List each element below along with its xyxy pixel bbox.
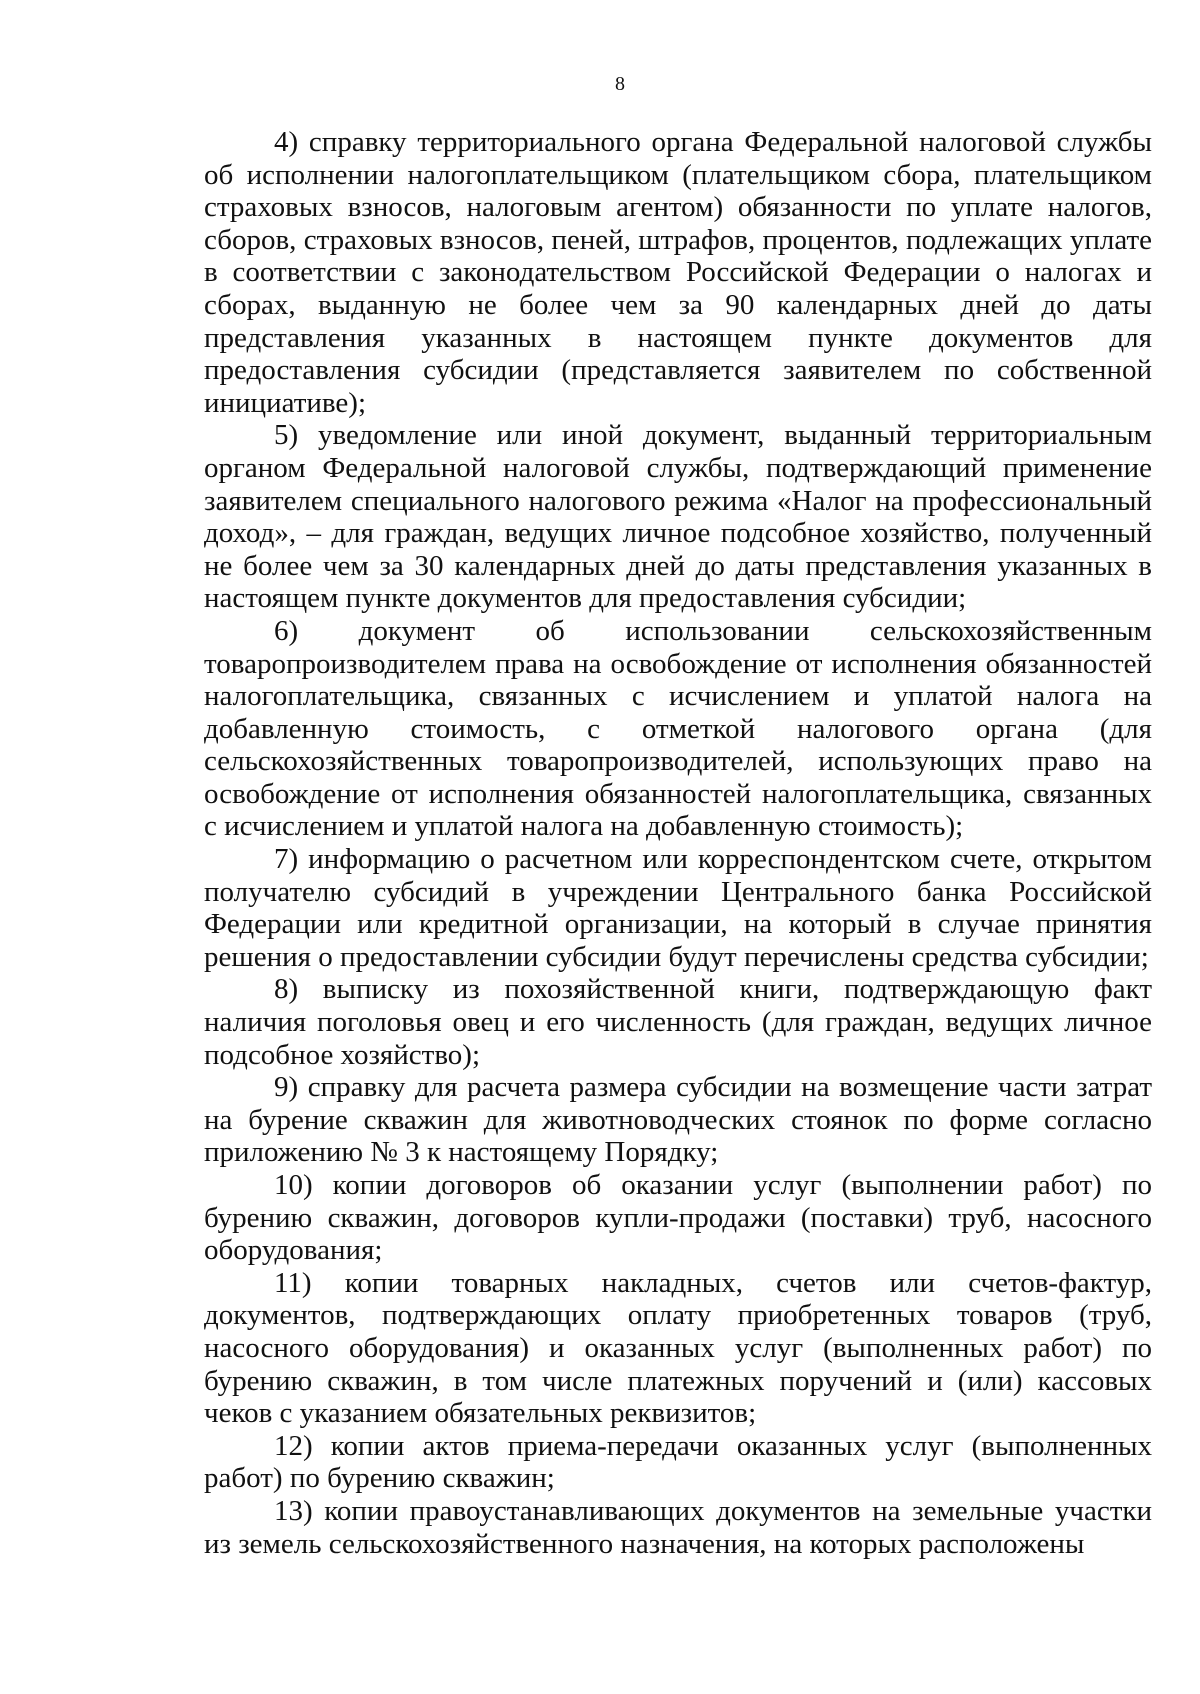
- list-item-4: 4) справку территориального органа Федеральной налоговой службы об исполнении налогоплательщиком (плательщиком сбора, плательщиком страховых взносов, налоговым агентом) обязанности по уплате налогов, сборов, страховых взносов, пеней, штрафов, процентов, подлежащих уплате в соответствии с законодательством Российской Федерации о налогах и сборах, выданную не более чем за 90 календарных дней до даты представления указанных в настоящем пункте документов для предоставления субсидии (представляется заявителем по собственной инициативе);: [204, 126, 1152, 419]
- list-item-6: 6) документ об использовании сельскохозяйственным товаропроизводителем права на освобождение от исполнения обязанностей налогоплательщика, связанных с исчислением и уплатой налога на добавленную стоимость, с отметкой налогового органа (для сельскохозяйственных товаропроизводителей, использующих право на освобождение от исполнения обязанностей налогоплательщика, связанных с исчислением и уплатой налога на добавленную стоимость);: [204, 614, 1152, 843]
- document-body: [204, 126, 1152, 1560]
- page-number: 8: [615, 73, 625, 95]
- list-item-5: 5) уведомление или иной документ, выданный территориальным органом Федеральной налоговой службы, подтверждающий применение заявителем специального налогового режима «Налог на профессиональный доход», – для граждан, ведущих личное подсобное хозяйство, полученный не более чем за 30 календарных дней до даты представления указанных в настоящем пункте документов для предоставления субсидии;: [204, 419, 1152, 615]
- list-item-11: 11) копии товарных накладных, счетов или счетов-фактур, документов, подтверждающих оплату приобретенных товаров (труб, насосного оборудования) и оказанных услуг (выполненных работ) по бурению скважин, в том числе платежных поручений и (или) кассовых чеков с указанием обязательных реквизитов;: [204, 1266, 1152, 1430]
- list-item-12: 12) копии актов приема-передачи оказанных услуг (выполненных работ) по бурению скважин;: [204, 1429, 1152, 1495]
- list-item-7: 7) информацию о расчетном или корреспондентском счете, открытом получателю субсидий в учреждении Центрального банка Российской Федерации или кредитной организации, на который в случае принятия решения о предоставлении субсидии будут перечислены средства субсидии;: [204, 843, 1152, 973]
- list-item-10: 10) копии договоров об оказании услуг (выполнении работ) по бурению скважин, договоров купли-продажи (поставки) труб, насосного оборудования;: [204, 1169, 1152, 1267]
- list-item-9: 9) справку для расчета размера субсидии на возмещение части затрат на бурение скважин для животноводческих стоянок по форме согласно приложению № 3 к настоящему Порядку;: [204, 1071, 1152, 1169]
- list-item-8: 8) выписку из похозяйственной книги, подтверждающую факт наличия поголовья овец и его численность (для граждан, ведущих личное подсобное хозяйство);: [204, 973, 1152, 1071]
- list-item-13: 13) копии правоустанавливающих документов на земельные участки из земель сельскохозяйственного назначения, на которых расположены: [204, 1494, 1152, 1560]
